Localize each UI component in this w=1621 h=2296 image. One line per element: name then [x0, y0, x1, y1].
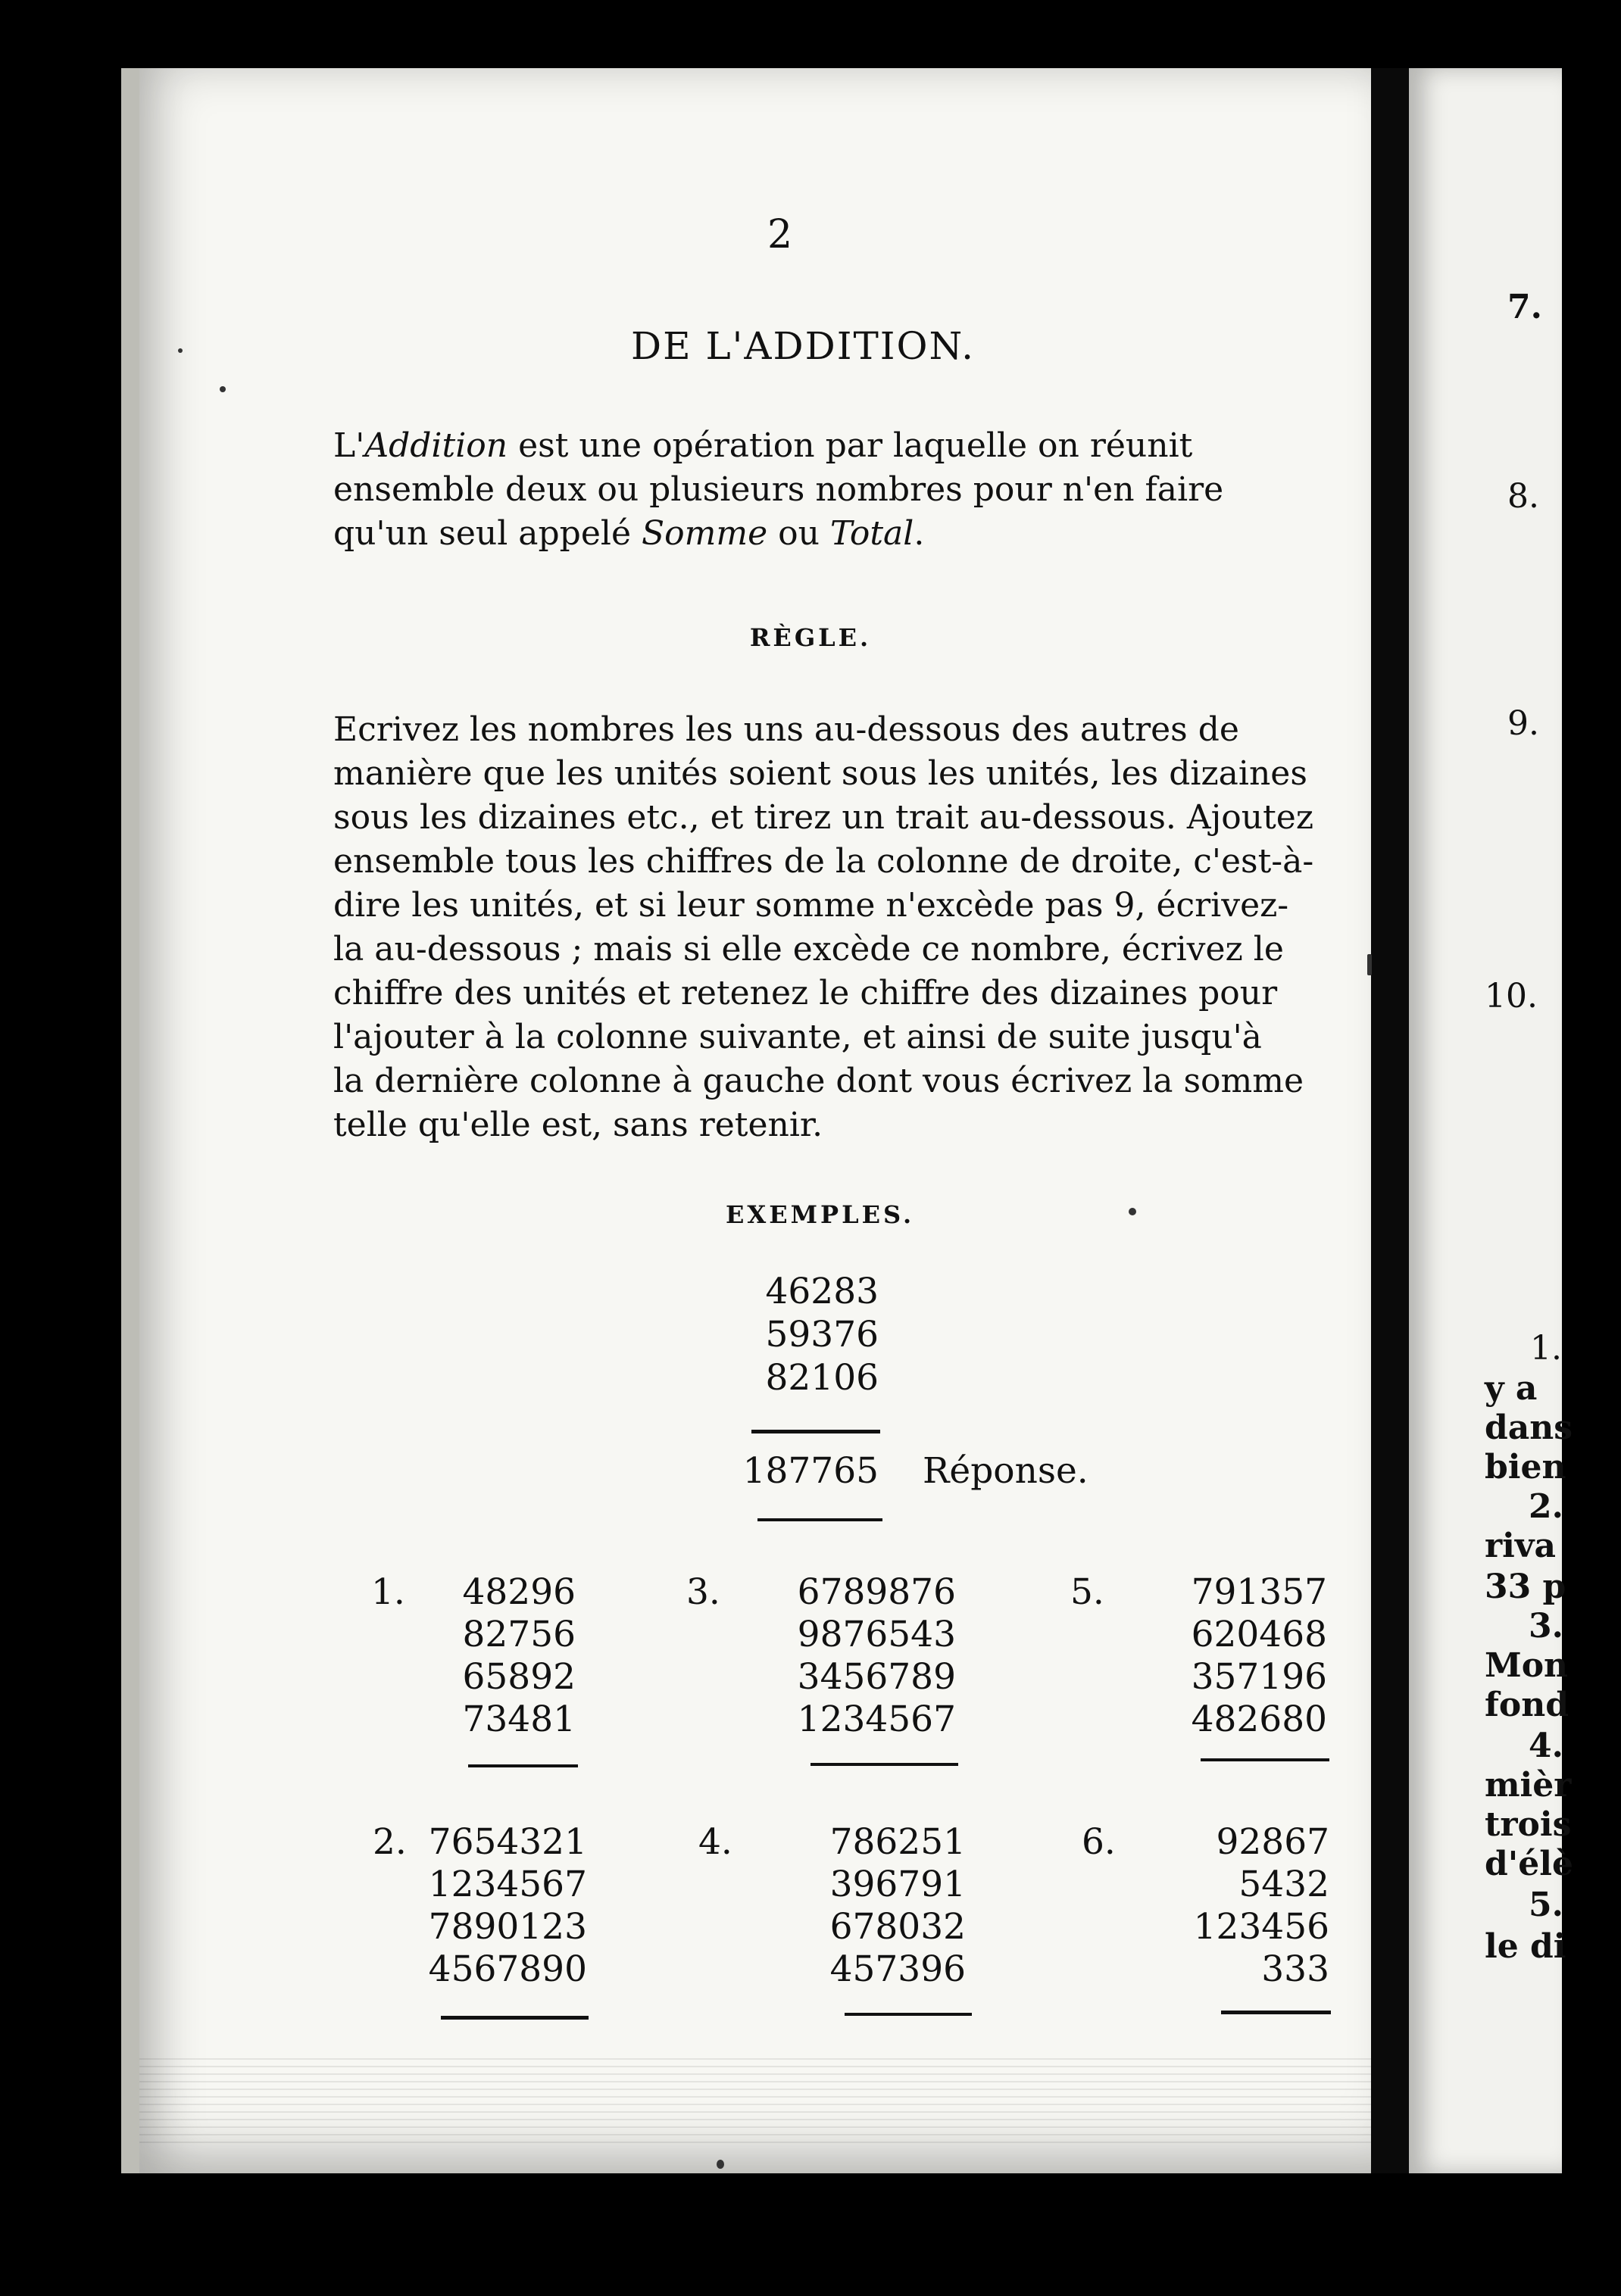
scan-speck	[1367, 954, 1372, 975]
next-page-fragment: fond	[1485, 1686, 1569, 1724]
exercise-label: 5.	[1070, 1571, 1104, 1613]
rule-line: dire les unités, et si leur somme n'excède pas 9, écrivez-	[333, 886, 1289, 925]
scan-speck	[1129, 1208, 1136, 1215]
term-addition: Addition	[364, 426, 508, 465]
next-page-item: 10.	[1485, 977, 1538, 1015]
next-page-fragment: le di	[1485, 1927, 1566, 1966]
exercise-number: 357196	[1191, 1656, 1327, 1698]
exercise-number: 123456	[1193, 1906, 1329, 1948]
exercise-number: 5432	[1238, 1864, 1329, 1905]
exercise-number: 92867	[1216, 1821, 1329, 1863]
exercise-number: 678032	[829, 1906, 966, 1948]
rule-line: telle qu'elle est, sans retenir.	[333, 1106, 823, 1144]
exercise-number: 48296	[462, 1571, 576, 1613]
scan-speck	[220, 386, 226, 392]
sum-underline	[757, 1518, 882, 1521]
next-page-item: 8.	[1507, 477, 1539, 516]
rule-line: la dernière colonne à gauche dont vous écrivez la somme	[333, 1062, 1304, 1100]
exercise-label: 1.	[371, 1571, 405, 1613]
rule-line: la au-dessous ; mais si elle excède ce nombre, écrivez le	[333, 930, 1284, 969]
exercise-label: 2.	[373, 1821, 407, 1863]
example-sum: 187765	[742, 1450, 879, 1492]
definition-paragraph	[333, 424, 1310, 556]
term-somme: Somme	[641, 514, 768, 553]
sum-line	[751, 1430, 880, 1433]
next-page-fragment: Mon	[1485, 1646, 1569, 1685]
exercise-number: 1234567	[797, 1699, 956, 1740]
exercise-label: 3.	[686, 1571, 720, 1613]
exercise-number: 7654321	[428, 1821, 587, 1863]
definition-line: L'Addition est une opération par laquelle on réunit	[333, 426, 1193, 465]
exercise-number: 82756	[462, 1614, 576, 1655]
examples-heading: EXEMPLES.	[726, 1200, 915, 1229]
exercise-number: 1234567	[428, 1864, 587, 1905]
exercise-number: 65892	[462, 1656, 576, 1698]
next-page-fragment: bien	[1485, 1448, 1566, 1486]
book-gutter	[1371, 68, 1409, 2173]
next-page-fragment: 1.	[1530, 1329, 1562, 1368]
term-total: Total	[829, 514, 914, 553]
page-number: 2	[767, 212, 793, 257]
example-addend: 59376	[765, 1314, 879, 1355]
scan-speck	[178, 348, 183, 353]
next-page-fragment: 4.	[1529, 1727, 1563, 1765]
rule-line: ensemble tous les chiffres de la colonne de droite, c'est-à-	[333, 842, 1314, 881]
exercise-number: 786251	[829, 1821, 966, 1863]
next-page-fragment: y a	[1485, 1369, 1538, 1408]
rule-line: manière que les unités soient sous les unités, les dizaines	[333, 754, 1307, 793]
exercise-number: 333	[1261, 1948, 1329, 1990]
next-page-fragment: 5.	[1529, 1886, 1563, 1924]
answer-label: Réponse.	[923, 1450, 1088, 1492]
definition-line: qu'un seul appelé Somme ou Total.	[333, 514, 925, 553]
exercise-line	[468, 1764, 578, 1767]
rule-line: sous les dizaines etc., et tirez un trait au-dessous. Ajoutez	[333, 798, 1314, 837]
next-page-fragment: d'élè	[1485, 1845, 1573, 1883]
next-page-fragment: dans	[1485, 1408, 1573, 1447]
next-page-fragment: 3.	[1529, 1607, 1563, 1646]
example-addend: 46283	[765, 1271, 879, 1312]
rule-line: chiffre des unités et retenez le chiffre des dizaines pour	[333, 974, 1278, 1012]
exercise-line	[845, 2013, 972, 2016]
exercise-number: 6789876	[797, 1571, 956, 1613]
adjacent-page	[1409, 68, 1573, 2173]
exercise-line	[1221, 2011, 1331, 2014]
definition-line: ensemble deux ou plusieurs nombres pour n'en faire	[333, 470, 1224, 509]
exercise-line	[810, 1763, 958, 1766]
exercise-number: 9876543	[797, 1614, 956, 1655]
rule-line: l'ajouter à la colonne suivante, et ainsi de suite jusqu'à	[333, 1018, 1262, 1056]
exercise-number: 3456789	[797, 1656, 956, 1698]
next-page-fragment: trois	[1485, 1805, 1572, 1844]
exercise-number: 396791	[829, 1864, 966, 1905]
next-page-fragment: mièr	[1485, 1766, 1572, 1805]
exercise-line	[441, 2016, 589, 2020]
exercise-line	[1201, 1758, 1329, 1761]
rule-line: Ecrivez les nombres les uns au-dessous des autres de	[333, 710, 1239, 749]
exercise-number: 620468	[1191, 1614, 1327, 1655]
exercise-label: 4.	[698, 1821, 732, 1863]
exercise-number: 457396	[829, 1948, 966, 1990]
next-page-fragment: 2.	[1529, 1487, 1563, 1526]
exercise-number: 7890123	[428, 1906, 587, 1948]
rule-heading: RÈGLE.	[749, 623, 872, 652]
section-title: DE L'ADDITION.	[630, 324, 975, 368]
example-addend: 82106	[765, 1357, 879, 1399]
exercise-number: 4567890	[428, 1948, 587, 1990]
scan-speck	[717, 2160, 724, 2169]
exercise-number: 791357	[1191, 1571, 1327, 1613]
exercise-number: 73481	[462, 1699, 576, 1740]
next-page-fragment: 33 p	[1485, 1568, 1566, 1606]
next-page-item: 7.	[1507, 288, 1542, 326]
rule-paragraph	[333, 708, 1314, 1147]
next-page-item: 9.	[1507, 704, 1539, 743]
exercise-number: 482680	[1191, 1699, 1327, 1740]
next-page-fragment: riva	[1485, 1527, 1556, 1565]
exercise-label: 6.	[1082, 1821, 1116, 1863]
